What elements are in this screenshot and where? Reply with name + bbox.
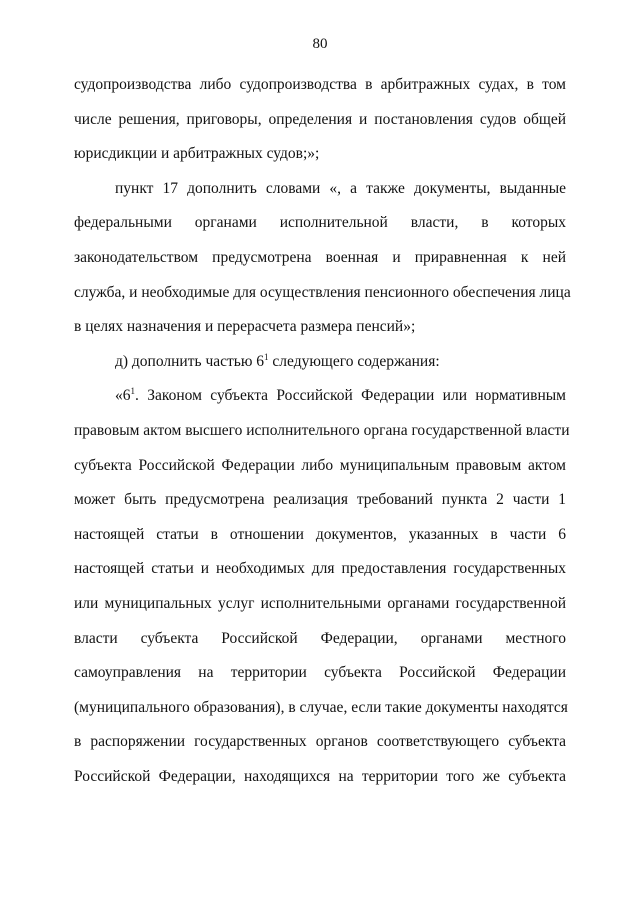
text-line: в целях назначения и перерасчета размера пенсий»; [74, 318, 416, 336]
text-line: власти субъекта Российской Федерации, органами местного [74, 629, 566, 647]
superscript: 1 [264, 351, 269, 362]
text-line [74, 379, 566, 414]
text-line: или муниципальных услуг исполнительными органами государственной [74, 594, 566, 612]
text-line [74, 345, 566, 380]
text-fragment [115, 379, 135, 414]
text-line: Российской Федерации, находящихся на территории того же субъекта [74, 767, 566, 785]
text-line: в распоряжении государственных органов соответствующего субъекта [74, 733, 566, 751]
text-fragment: д) дополнить частью 6 [115, 352, 265, 370]
text-line: самоуправления на территории субъекта Российской Федерации [74, 664, 566, 682]
text-line: правовым актом высшего исполнительного органа государственной власти [74, 421, 570, 439]
text-line: настоящей статьи в отношении документов, указанных в части 6 [74, 525, 566, 543]
page-number: 80 [312, 36, 328, 52]
text-line: (муниципального образования), в случае, если такие документы находятся [74, 698, 568, 716]
text-line: законодательством предусмотрена военная и приравненная к ней [74, 248, 566, 266]
text-line: судопроизводства либо судопроизводства в арбитражных судах, в том [74, 76, 566, 93]
superscript: 1 [130, 386, 135, 397]
text-line: служба, и необходимые для осуществления пенсионного обеспечения лица [74, 283, 571, 301]
text-line: юрисдикции и арбитражных судов;»; [74, 145, 320, 163]
text-line: числе решения, приговоры, определения и постановления судов общей [74, 110, 566, 128]
text-line: субъекта Российской Федерации либо муниципальным правовым актом [74, 456, 566, 474]
text-fragment: следующего содержания: [268, 352, 440, 370]
text-line: пункт 17 дополнить словами «, а также документы, выданные [115, 179, 566, 197]
text-line: федеральными органами исполнительной власти, в которых [74, 214, 566, 232]
document-body [74, 68, 571, 794]
text-fragment: . Законом субъекта Российской Федерации или нормативным [135, 387, 566, 405]
text-line: может быть предусмотрена реализация требований пункта 2 части 1 [74, 491, 566, 509]
text-line: настоящей статьи и необходимых для предоставления государственных [74, 560, 566, 578]
text-fragment: «6 [115, 387, 131, 405]
